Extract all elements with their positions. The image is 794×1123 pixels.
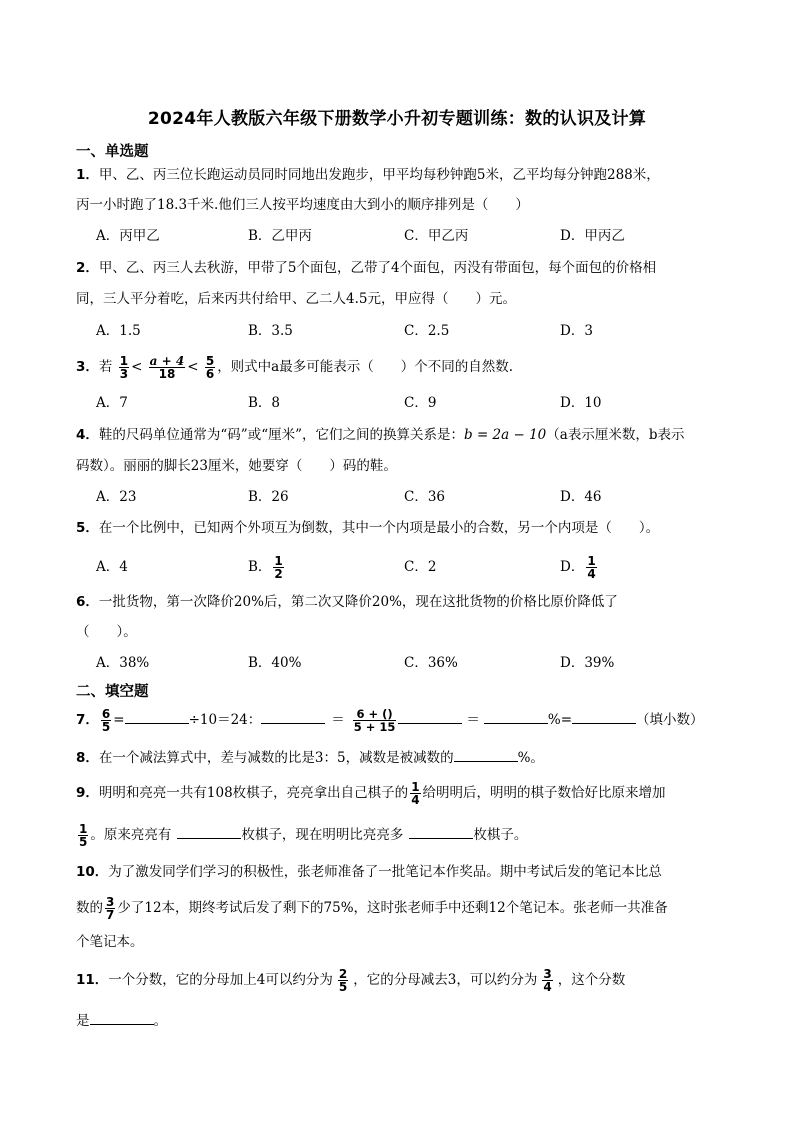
- option-d[interactable]: D．46: [560, 489, 602, 505]
- option-d[interactable]: D．10: [560, 395, 602, 411]
- answer-blank[interactable]: [90, 1010, 154, 1025]
- question-number: 3．: [76, 359, 99, 375]
- question-4-options: [96, 487, 736, 507]
- option-d[interactable]: D．39%: [560, 655, 615, 671]
- answer-blank[interactable]: [572, 709, 636, 724]
- question-text: 在一个比例中，已知两个外项互为倒数，其中一个内项是最小的合数，另一个内项是（ ）。: [98, 520, 660, 536]
- question-text: 枚棋子，现在明明比亮亮多: [241, 827, 404, 843]
- question-11-line-1: [76, 963, 625, 997]
- question-text: 甲、乙、丙三位长跑运动员同时同地出发跑步，甲平均每秒钟跑5米，乙平均每分钟跑288米，: [98, 167, 660, 183]
- option-a[interactable]: A．4: [96, 559, 128, 575]
- question-text: %。: [517, 750, 544, 766]
- question-number: 9．: [76, 785, 99, 801]
- option-c[interactable]: C．9: [404, 395, 437, 411]
- question-8-line-1: [76, 747, 544, 768]
- option-b[interactable]: B．40%: [248, 655, 302, 671]
- question-number: 11．: [76, 972, 109, 988]
- question-1-line-2: 丙一小时跑了18.3千米.他们三人按平均速度由大到小的顺序排列是（ ）: [76, 197, 529, 213]
- question-text: 为了激发同学们学习的积极性，张老师准备了一批笔记本作奖品。期中考试后发的笔记本比总: [108, 864, 662, 880]
- question-5-line-1: [76, 518, 659, 538]
- question-text: 明明和亮亮一共有108枚棋子，亮亮拿出自己棋子的: [98, 785, 409, 801]
- question-text: ，它的分母减去3，可以约分为: [353, 972, 538, 988]
- question-text: （填小数）: [636, 712, 704, 728]
- question-2-options: [96, 321, 736, 341]
- section-heading-fill-in: 二、填空题: [76, 684, 149, 700]
- option-b[interactable]: B．26: [248, 489, 289, 505]
- option-a[interactable]: A．1.5: [96, 323, 141, 339]
- equals-sign: ＝: [466, 712, 480, 728]
- answer-blank[interactable]: [398, 709, 462, 724]
- option-d[interactable]: D．3: [560, 323, 593, 339]
- fraction-one-third: $\frac{1}{3}$: [119, 354, 129, 381]
- fraction-one-half: $\frac{1}{2}$: [274, 554, 283, 581]
- question-1-options: [96, 226, 736, 246]
- fraction-one-fifth: $\frac{1}{5}$: [79, 822, 88, 849]
- question-number: 8．: [76, 750, 99, 766]
- question-text: 鞋的尺码单位通常为“码”或“厘米”，它们之间的换算关系是：: [98, 427, 465, 443]
- fraction-two-fifths: $\frac{2}{5}$: [338, 967, 348, 994]
- question-text: ，这个分数: [557, 972, 626, 988]
- question-text: 数的: [76, 900, 103, 916]
- option-c[interactable]: C．36%: [404, 655, 458, 671]
- question-text: 一个分数，它的分母加上4可以约分为: [108, 972, 333, 988]
- question-7-line-1: [76, 703, 704, 737]
- answer-blank[interactable]: [409, 824, 473, 839]
- option-d[interactable]: D．甲丙乙: [560, 228, 625, 244]
- question-1-line-1: [76, 165, 660, 185]
- question-text: 在一个减法算式中，差与减数的比是3：5，减数是被减数的: [98, 750, 454, 766]
- question-9-line-1: [76, 776, 666, 810]
- option-b[interactable]: B．乙甲丙: [248, 228, 312, 244]
- question-number: 10．: [76, 864, 109, 880]
- question-3-line-1: [76, 350, 513, 384]
- option-c[interactable]: C．2.5: [404, 323, 450, 339]
- answer-blank[interactable]: [177, 824, 241, 839]
- option-a[interactable]: A．丙甲乙: [96, 228, 160, 244]
- question-text: 枚棋子。: [473, 827, 528, 843]
- question-text: 一批货物，第一次降价20%后，第二次又降价20%，现在这批货物的价格比原价降低了: [98, 594, 618, 610]
- question-number: 2．: [76, 260, 99, 276]
- fraction-five-sixths: $\frac{5}{6}$: [205, 354, 215, 381]
- question-10-line-1: [76, 862, 662, 882]
- question-9-line-2: [76, 818, 527, 852]
- question-10-line-3: 个笔记本。: [76, 934, 144, 950]
- question-text: 甲、乙、丙三人去秋游，甲带了5个面包，乙带了4个面包，丙没有带面包，每个面包的价格相: [98, 260, 657, 276]
- page-title: 2024年人教版六年级下册数学小升初专题训练：数的认识及计算: [147, 109, 647, 129]
- question-text: 。原来亮亮有: [90, 827, 172, 843]
- question-11-line-2: [76, 1010, 167, 1031]
- option-a[interactable]: A．38%: [96, 655, 150, 671]
- conversion-formula: b = 2a − 10: [464, 427, 547, 443]
- question-text: %=: [547, 712, 573, 728]
- less-than-symbol: <: [131, 359, 143, 375]
- question-3-options: [96, 393, 736, 413]
- question-text: 。: [153, 1013, 167, 1029]
- option-a[interactable]: A．23: [96, 489, 137, 505]
- option-c[interactable]: C．甲乙丙: [404, 228, 469, 244]
- less-than-symbol: <: [187, 359, 199, 375]
- question-text: 若: [98, 359, 113, 375]
- option-c[interactable]: C．2: [404, 559, 437, 575]
- question-number: 6．: [76, 594, 99, 610]
- question-number: 7．: [76, 712, 99, 728]
- option-b[interactable]: B．3.5: [248, 323, 293, 339]
- fraction-one-quarter: $\frac{1}{4}$: [587, 554, 596, 581]
- option-a[interactable]: A．7: [96, 395, 128, 411]
- section-heading-single-choice: 一、单选题: [76, 144, 149, 160]
- question-6-line-1: [76, 592, 618, 612]
- question-text: 给明明后，明明的棋子数恰好比原来增加: [422, 785, 666, 801]
- answer-blank[interactable]: [261, 709, 325, 724]
- fraction-one-quarter: $\frac{1}{4}$: [411, 780, 420, 807]
- question-10-line-2: [76, 891, 668, 925]
- fraction-six-fifths: $\frac{6}{5}$: [101, 707, 111, 734]
- question-number: 5．: [76, 520, 99, 536]
- question-text: ，则式中a最多可能表示（ ）个不同的自然数.: [217, 359, 514, 375]
- question-text: 是: [76, 1013, 90, 1029]
- question-2-line-2: 同，三人平分着吃，后来丙共付给甲、乙二人4.5元，甲应得（ ）元。: [76, 291, 516, 307]
- option-c[interactable]: C．36: [404, 489, 446, 505]
- fraction-a-plus-4-over-18: $\frac{a + 4}{18}$: [149, 354, 185, 381]
- question-number: 1．: [76, 167, 99, 183]
- question-text: ÷10＝24：: [188, 712, 262, 728]
- equals-sign: =: [113, 712, 125, 728]
- option-d[interactable]: D． $\frac{1}{4}$: [560, 554, 596, 581]
- fraction-three-quarters: $\frac{3}{4}$: [543, 967, 552, 994]
- question-2-line-1: [76, 258, 656, 278]
- question-text: 少了12本，期终考试后发了剩下的75%，这时张老师手中还剩12个笔记本。张老师一共准备: [117, 900, 668, 916]
- question-6-line-2: （ ）。: [76, 624, 137, 640]
- answer-blank[interactable]: [125, 709, 189, 724]
- option-b[interactable]: B．8: [248, 395, 281, 411]
- equals-sign: ＝: [331, 712, 345, 728]
- question-4-line-1: [76, 425, 684, 445]
- answer-blank[interactable]: [484, 709, 548, 724]
- question-number: 4．: [76, 427, 99, 443]
- fraction-three-sevenths: $\frac{3}{7}$: [106, 895, 115, 922]
- question-5-options: [96, 552, 736, 582]
- question-text: （a表示厘米数，b表示: [546, 427, 685, 443]
- option-b[interactable]: B． $\frac{1}{2}$: [248, 554, 283, 581]
- answer-blank[interactable]: [454, 747, 518, 762]
- fraction-six-plus-blank-over-5-plus-15: $\frac{6 + ()}{5 + 15}$: [353, 707, 396, 734]
- question-6-options: [96, 653, 736, 673]
- question-4-line-2: 码数）。丽丽的脚长23厘米，她要穿（ ）码的鞋。: [76, 458, 397, 474]
